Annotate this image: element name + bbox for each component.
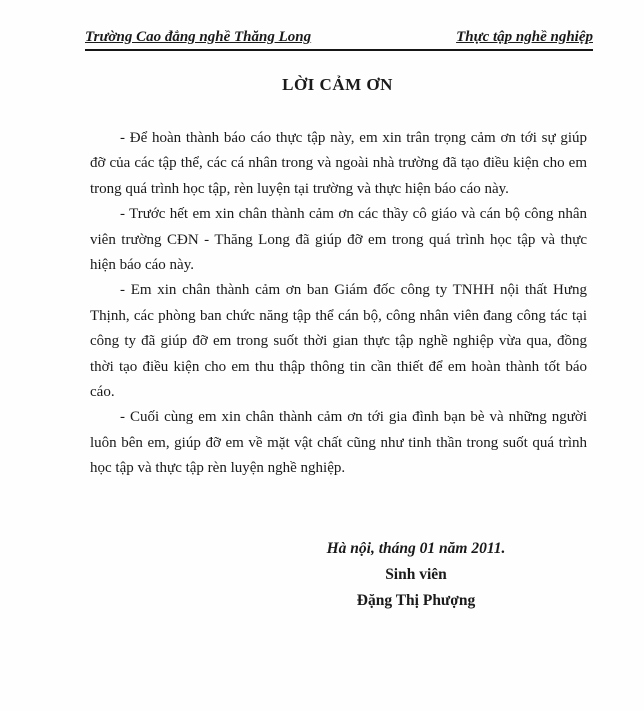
page-header [85,29,593,51]
paragraph-2: - Trước hết em xin chân thành cảm ơn các thầy cô giáo và cán bộ công nhân viên trường CĐN - Thăng Long đã giúp đỡ em trong quá trình học tập và thực hiện báo cáo này. [90,206,587,274]
paragraph-3: - Em xin chân thành cảm ơn ban Giám đốc công ty TNHH nội thất Hưng Thịnh, các phòng ban chức năng tập thể cán bộ, công nhân viên đang công tác tại công ty đã giúp đỡ em trong suốt thời gian thực tập nghề nghiệp vừa qua, đồng thời tạo điều kiện cho em thu thập thông tin cần thiết để em hoàn thành tốt báo cáo. [90,282,587,401]
acknowledgement-body [90,126,587,482]
page-title: LỜI CẢM ƠN [282,75,393,94]
signature-name: Đặng Thị Phượng [356,592,476,609]
paragraph-4: - Cuối cùng em xin chân thành cảm ơn tới gia đình bạn bè và những người luôn bên em, giúp đỡ em về mặt vật chất cũng như tinh thần trong suốt quá trình học tập và thực tập rèn luyện nghề nghiệp. [90,409,587,477]
signature-block [284,536,548,614]
signature-place-date: Hà nội, tháng 01 năm 2011. [326,540,506,557]
header-report-type: Thực tập nghề nghiệp [456,29,593,45]
header-school-name: Trường Cao đẳng nghề Thăng Long [85,29,312,45]
paragraph-1: - Để hoàn thành báo cáo thực tập này, em xin trân trọng cảm ơn tới sự giúp đỡ của các tập thể, các cá nhân trong và ngoài nhà trường đã tạo điều kiện cho em trong quá trình học tập, rèn luyện tại trường và thực hiện báo cáo này. [90,130,587,197]
signature-role: Sinh viên [385,566,447,583]
